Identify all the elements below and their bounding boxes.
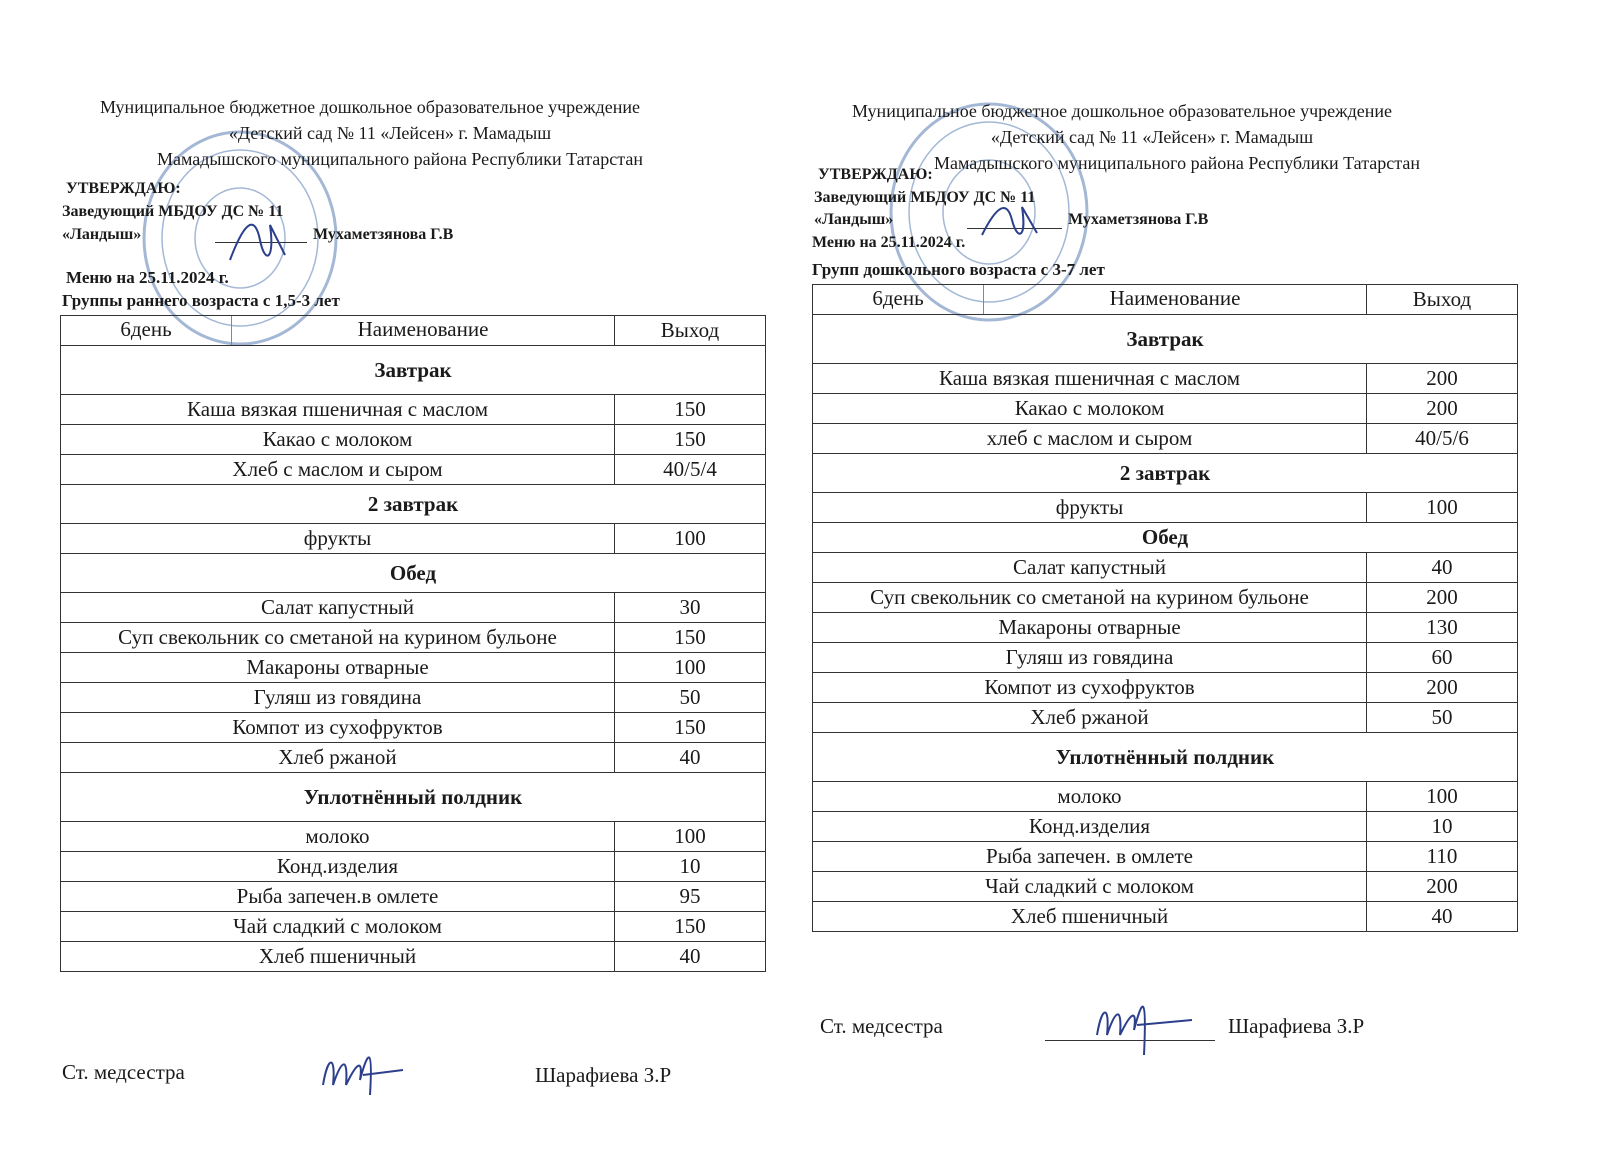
dish-name: Чай сладкий с молоком bbox=[61, 912, 615, 942]
table-row bbox=[61, 912, 766, 942]
dish-output: 150 bbox=[615, 912, 766, 942]
head-title: Заведующий МБДОУ ДС № 11 bbox=[814, 189, 1036, 206]
signature-line bbox=[1045, 1040, 1215, 1041]
nurse-signature bbox=[1092, 985, 1202, 1060]
nurse-name: Шарафиева З.Р bbox=[535, 1063, 672, 1087]
day-header: 6день bbox=[813, 285, 984, 314]
dish-output: 40 bbox=[615, 942, 766, 972]
head-title-2: «Ландыш» bbox=[62, 226, 142, 243]
dish-output: 200 bbox=[1367, 583, 1518, 613]
org-line: Муниципальное бюджетное дошкольное образовательное учреждение bbox=[100, 97, 640, 117]
section-row bbox=[813, 454, 1518, 493]
head-title-2: «Ландыш» bbox=[814, 211, 894, 228]
dish-name: Рыба запечен.в омлете bbox=[61, 882, 615, 912]
dish-output: 200 bbox=[1367, 872, 1518, 902]
table-row bbox=[813, 553, 1518, 583]
section-title: Обед bbox=[61, 554, 766, 593]
dish-output: 10 bbox=[1367, 812, 1518, 842]
dish-name: молоко bbox=[61, 822, 615, 852]
menu-date: Меню на 25.11.2024 г. bbox=[66, 268, 229, 287]
table-row bbox=[61, 524, 766, 554]
dish-output: 110 bbox=[1367, 842, 1518, 872]
table-row bbox=[813, 424, 1518, 454]
dish-output: 95 bbox=[615, 882, 766, 912]
menu-table bbox=[60, 315, 766, 972]
dish-output: 100 bbox=[1367, 782, 1518, 812]
dish-output: 30 bbox=[615, 593, 766, 623]
dish-output: 150 bbox=[615, 623, 766, 653]
dish-name: Каша вязкая пшеничная с маслом bbox=[61, 395, 615, 425]
section-row bbox=[61, 554, 766, 593]
table-row bbox=[813, 872, 1518, 902]
output-header: Выход bbox=[615, 316, 766, 346]
section-title: Завтрак bbox=[61, 346, 766, 395]
dish-output: 40 bbox=[615, 743, 766, 773]
dish-name: хлеб с маслом и сыром bbox=[813, 424, 1367, 454]
table-row bbox=[813, 673, 1518, 703]
dish-output: 40/5/4 bbox=[615, 455, 766, 485]
section-title: 2 завтрак bbox=[813, 454, 1518, 493]
approve-label: УТВЕРЖДАЮ: bbox=[66, 180, 181, 197]
dish-output: 40 bbox=[1367, 553, 1518, 583]
nurse-name: Шарафиева З.Р bbox=[1228, 1014, 1365, 1038]
dish-output: 150 bbox=[615, 713, 766, 743]
table-row bbox=[61, 593, 766, 623]
table-row bbox=[61, 942, 766, 972]
table-row bbox=[813, 364, 1518, 394]
dish-output: 40 bbox=[1367, 902, 1518, 932]
dish-output: 100 bbox=[1367, 493, 1518, 523]
output-header: Выход bbox=[1367, 285, 1518, 315]
table-row bbox=[813, 812, 1518, 842]
dish-name: Макароны отварные bbox=[61, 653, 615, 683]
dish-name: Макароны отварные bbox=[813, 613, 1367, 643]
section-title: 2 завтрак bbox=[61, 485, 766, 524]
signature-line bbox=[215, 242, 307, 243]
section-title: Уплотнённый полдник bbox=[61, 773, 766, 822]
section-row bbox=[61, 773, 766, 822]
dish-name: Каша вязкая пшеничная с маслом bbox=[813, 364, 1367, 394]
table-row bbox=[61, 713, 766, 743]
table-header-row bbox=[61, 316, 766, 346]
dish-name: Хлеб с маслом и сыром bbox=[61, 455, 615, 485]
dish-name: молоко bbox=[813, 782, 1367, 812]
table-row bbox=[61, 623, 766, 653]
section-title: Завтрак bbox=[813, 315, 1518, 364]
section-row bbox=[813, 315, 1518, 364]
dish-name: Компот из сухофруктов bbox=[61, 713, 615, 743]
table-row bbox=[61, 852, 766, 882]
table-row bbox=[61, 822, 766, 852]
organization-header bbox=[802, 98, 1442, 176]
dish-name: Суп свекольник со сметаной на курином бульоне bbox=[813, 583, 1367, 613]
dish-output: 60 bbox=[1367, 643, 1518, 673]
table-row bbox=[813, 493, 1518, 523]
head-title: Заведующий МБДОУ ДС № 11 bbox=[62, 203, 284, 220]
dish-output: 50 bbox=[615, 683, 766, 713]
table-row bbox=[813, 394, 1518, 424]
dish-name: фрукты bbox=[61, 524, 615, 554]
dish-name: Хлеб пшеничный bbox=[813, 902, 1367, 932]
dish-output: 150 bbox=[615, 425, 766, 455]
dish-output: 200 bbox=[1367, 364, 1518, 394]
dish-output: 150 bbox=[615, 395, 766, 425]
name-header: Наименование bbox=[357, 317, 489, 341]
section-title: Обед bbox=[813, 523, 1518, 553]
org-line: Мамадышского муниципального района Республики Татарстан bbox=[157, 149, 643, 169]
org-line: «Детский сад № 11 «Лейсен» г. Мамадыш bbox=[990, 127, 1314, 147]
signature-line bbox=[967, 228, 1062, 229]
dish-name: Суп свекольник со сметаной на курином бульоне bbox=[61, 623, 615, 653]
dish-name: Конд.изделия bbox=[61, 852, 615, 882]
dish-name: Гуляш из говядина bbox=[813, 643, 1367, 673]
table-row bbox=[61, 425, 766, 455]
table-row bbox=[813, 842, 1518, 872]
group-title: Групп дошкольного возраста с 3-7 лет bbox=[812, 260, 1105, 279]
dish-name: Хлеб ржаной bbox=[813, 703, 1367, 733]
table-row bbox=[61, 455, 766, 485]
section-row bbox=[813, 733, 1518, 782]
dish-name: Конд.изделия bbox=[813, 812, 1367, 842]
menu-table bbox=[812, 284, 1518, 932]
dish-name: Рыба запечен. в омлете bbox=[813, 842, 1367, 872]
dish-name: Салат капустный bbox=[813, 553, 1367, 583]
table-row bbox=[61, 743, 766, 773]
section-row bbox=[813, 523, 1518, 553]
dish-output: 50 bbox=[1367, 703, 1518, 733]
dish-output: 200 bbox=[1367, 673, 1518, 703]
dish-output: 40/5/6 bbox=[1367, 424, 1518, 454]
table-row bbox=[61, 683, 766, 713]
menu-date: Меню на 25.11.2024 г. bbox=[812, 234, 966, 251]
table-row bbox=[61, 882, 766, 912]
day-header: 6день bbox=[61, 316, 232, 345]
section-row bbox=[61, 346, 766, 395]
dish-output: 10 bbox=[615, 852, 766, 882]
section-title: Уплотнённый полдник bbox=[813, 733, 1518, 782]
name-header: Наименование bbox=[1109, 286, 1241, 310]
table-row bbox=[813, 583, 1518, 613]
table-row bbox=[813, 643, 1518, 673]
dish-name: Хлеб пшеничный bbox=[61, 942, 615, 972]
dish-name: Гуляш из говядина bbox=[61, 683, 615, 713]
dish-output: 200 bbox=[1367, 394, 1518, 424]
dish-name: фрукты bbox=[813, 493, 1367, 523]
dish-name: Какао с молоком bbox=[61, 425, 615, 455]
table-row bbox=[813, 782, 1518, 812]
dish-output: 100 bbox=[615, 653, 766, 683]
dish-output: 100 bbox=[615, 822, 766, 852]
section-row bbox=[61, 485, 766, 524]
org-line: Муниципальное бюджетное дошкольное образовательное учреждение bbox=[852, 101, 1392, 121]
dish-name: Чай сладкий с молоком bbox=[813, 872, 1367, 902]
head-name: Мухаметзянова Г.В bbox=[313, 226, 454, 243]
dish-output: 100 bbox=[615, 524, 766, 554]
org-line: Мамадышского муниципального района Республики Татарстан bbox=[934, 153, 1420, 173]
table-row bbox=[61, 395, 766, 425]
dish-name: Компот из сухофруктов bbox=[813, 673, 1367, 703]
table-row bbox=[61, 653, 766, 683]
nurse-title: Ст. медсестра bbox=[62, 1060, 185, 1084]
dish-name: Хлеб ржаной bbox=[61, 743, 615, 773]
head-name: Мухаметзянова Г.В bbox=[1068, 211, 1209, 228]
group-title: Группы раннего возраста с 1,5-3 лет bbox=[62, 291, 340, 310]
approve-label: УТВЕРЖДАЮ: bbox=[818, 166, 933, 183]
table-row bbox=[813, 902, 1518, 932]
dish-name: Какао с молоком bbox=[813, 394, 1367, 424]
dish-name: Салат капустный bbox=[61, 593, 615, 623]
nurse-signature bbox=[318, 1040, 408, 1100]
dish-output: 130 bbox=[1367, 613, 1518, 643]
table-header-row bbox=[813, 285, 1518, 315]
organization-header bbox=[50, 94, 690, 172]
nurse-title: Ст. медсестра bbox=[820, 1014, 943, 1038]
table-row bbox=[813, 613, 1518, 643]
org-line: «Детский сад № 11 «Лейсен» г. Мамадыш bbox=[228, 123, 552, 143]
table-row bbox=[813, 703, 1518, 733]
